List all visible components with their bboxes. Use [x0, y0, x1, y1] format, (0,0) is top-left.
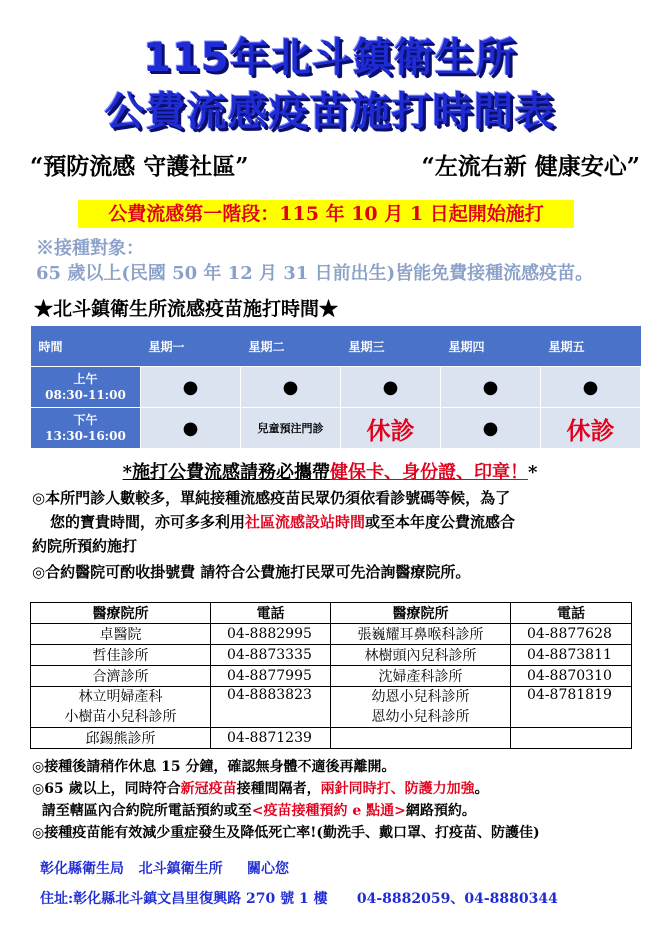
- fri-morning: [541, 367, 641, 408]
- target-heading: ※接種對象：: [36, 238, 144, 259]
- clinic-phone: 04-8877628: [511, 624, 632, 645]
- wed-morning: [341, 367, 441, 408]
- slogans: [30, 148, 640, 181]
- note2-e: 。: [474, 781, 489, 797]
- note-covid: [32, 778, 642, 800]
- kids-clinic-label: 兒童預注門診: [257, 422, 324, 435]
- clinic-name: 林樹頭內兒科診所: [331, 645, 511, 666]
- target-body: 65 歲以上(民國 50 年 12 月 31 日前出生)皆能免費接種流感疫苗。: [36, 263, 594, 284]
- thu-afternoon: [441, 408, 541, 449]
- clinic-name-pair: [31, 687, 211, 728]
- morning-label: 上午: [73, 372, 98, 386]
- open-dot-icon: ●: [182, 417, 199, 439]
- clinic-phone: [511, 728, 632, 749]
- title-line-1: 115年北斗鎮衛生所: [143, 35, 517, 81]
- clinic-phone: 04-8877995: [211, 666, 331, 687]
- note-booking: [32, 800, 642, 822]
- open-dot-icon: ●: [482, 417, 499, 439]
- open-dot-icon: ●: [282, 376, 299, 398]
- note-effectiveness: ◎接種疫苗能有效減少重症發生及降低死亡率!(勤洗手、戴口罩、打疫苗、防護佳): [32, 825, 540, 841]
- table-row: [31, 728, 632, 749]
- note2-c: 接種間隔者，: [236, 781, 321, 797]
- clinic-name: 小樹苗小兒科診所: [64, 709, 177, 725]
- notice-items: 健保卡、身份證、印章！: [330, 462, 528, 483]
- bring-documents-notice: [0, 458, 660, 484]
- note-rest: ◎接種後請稍作休息 15 分鐘，確認無身體不適後再離開。: [32, 759, 396, 775]
- clinic-name: 張巍耀耳鼻喉科診所: [331, 624, 511, 645]
- schedule-header-tue: 星期二: [241, 326, 341, 367]
- open-dot-icon: ●: [182, 376, 199, 398]
- thu-morning: [441, 367, 541, 408]
- clinic-phone: 04-8873335: [211, 645, 331, 666]
- para1-b: 您的寶貴時間，亦可多多利用: [50, 513, 246, 531]
- paragraph-queue-info: [32, 486, 632, 558]
- clinic-name: 哲佳診所: [31, 645, 211, 666]
- schedule-header-row: [31, 326, 641, 367]
- schedule-header-time: 時間: [31, 326, 141, 367]
- slogan-right: “左流右新 健康安心”: [421, 153, 640, 180]
- notice-prefix: *施打公費流感請務必攜帶: [122, 462, 330, 483]
- closed-label: 休診: [566, 415, 615, 445]
- table-row: [31, 687, 632, 728]
- clinic-name: [331, 728, 511, 749]
- afternoon-time-cell: [31, 408, 141, 449]
- open-dot-icon: ●: [482, 376, 499, 398]
- schedule-header-mon: 星期一: [141, 326, 241, 367]
- clinic-name: 沈婦產科診所: [331, 666, 511, 687]
- clinic-name: 卓醫院: [31, 624, 211, 645]
- phase-banner: 公費流感第一階段：115 年 10 月 1 日起開始施打: [78, 200, 574, 228]
- fri-afternoon: [541, 408, 641, 449]
- schedule-header-wed: 星期三: [341, 326, 441, 367]
- clinic-name: 幼恩小兒科診所: [371, 689, 470, 705]
- community-station-link[interactable]: 社區流感設站時間: [245, 513, 366, 531]
- title-line-2: 公費流感疫苗施打時間表: [104, 89, 556, 135]
- schedule-row-afternoon: [31, 408, 641, 449]
- booking-system-link[interactable]: <疫苗接種預約 e 點通>: [251, 803, 406, 819]
- schedule-row-morning: [31, 367, 641, 408]
- table-row: [31, 645, 632, 666]
- paragraph-registration-fee: ◎合約醫院可酌收掛號費 請符合公費施打民眾可先洽詢醫療院所。: [32, 563, 471, 581]
- clinic-phone: 04-8873811: [511, 645, 632, 666]
- clinic-phone: 04-8882995: [211, 624, 331, 645]
- clinic-phone: 04-8883823: [211, 687, 331, 728]
- afternoon-label: 下午: [73, 413, 98, 427]
- open-dot-icon: ●: [382, 376, 399, 398]
- schedule-header-thu: 星期四: [441, 326, 541, 367]
- open-dot-icon: ●: [582, 376, 599, 398]
- morning-time: 08:30-11:00: [45, 388, 126, 402]
- para1-line2: [32, 510, 632, 534]
- schedule-table: [30, 326, 641, 449]
- clinic-phone: 04-8781819: [511, 687, 632, 728]
- para1-line1: ◎本所門診人數較多，單純接種流感疫苗民眾仍須依看診號碼等候，為了: [32, 489, 511, 507]
- footer-org: 彰化縣衛生局 北斗鎮衛生所 關心您: [40, 861, 289, 877]
- slogan-left: “預防流感 守護社區”: [30, 153, 249, 180]
- note3-a: 請至轄區內合約院所電話預約或至: [32, 803, 252, 819]
- clinic-name: 恩幼小兒科診所: [371, 709, 470, 725]
- mon-morning: [141, 367, 241, 408]
- clinic-header-row: [31, 603, 632, 624]
- note2-both-shots: 兩針同時打、防護力加強: [320, 781, 475, 797]
- note2-covid-vaccine: 新冠疫苗: [180, 781, 237, 797]
- clinic-header-name-1: 醫療院所: [31, 603, 211, 624]
- clinic-header-phone-1: 電話: [211, 603, 331, 624]
- clinic-name: 林立明婦產科: [78, 689, 163, 705]
- table-row: [31, 624, 632, 645]
- morning-time-cell: [31, 367, 141, 408]
- table-row: [31, 666, 632, 687]
- afternoon-time: 13:30-16:00: [45, 429, 126, 443]
- tue-morning: [241, 367, 341, 408]
- tue-afternoon: [241, 408, 341, 449]
- notes: [32, 756, 642, 844]
- mon-afternoon: [141, 408, 241, 449]
- clinic-name-pair: [331, 687, 511, 728]
- para1-c: 或至本年度公費流感合: [365, 513, 516, 531]
- clinic-table: [30, 602, 632, 749]
- footer-address: 住址:彰化縣北斗鎮文昌里復興路 270 號 1 樓 04-8882059、04-8880344: [40, 891, 558, 907]
- clinic-header-name-2: 醫療院所: [331, 603, 511, 624]
- para1-line3: 約院所預約施打: [32, 537, 138, 555]
- note3-c: 網路預約。: [405, 803, 476, 819]
- clinic-phone: 04-8871239: [211, 728, 331, 749]
- clinic-phone: 04-8870310: [511, 666, 632, 687]
- notice-suffix: *: [528, 462, 538, 483]
- wed-afternoon: [341, 408, 441, 449]
- clinic-name: 邱錫熊診所: [31, 728, 211, 749]
- schedule-header-fri: 星期五: [541, 326, 641, 367]
- note2-a: ◎65 歲以上，同時符合: [32, 781, 181, 797]
- schedule-heading: ★北斗鎮衛生所流感疫苗施打時間★: [34, 298, 339, 320]
- closed-label: 休診: [366, 415, 415, 445]
- clinic-name: 合濟診所: [31, 666, 211, 687]
- clinic-header-phone-2: 電話: [511, 603, 632, 624]
